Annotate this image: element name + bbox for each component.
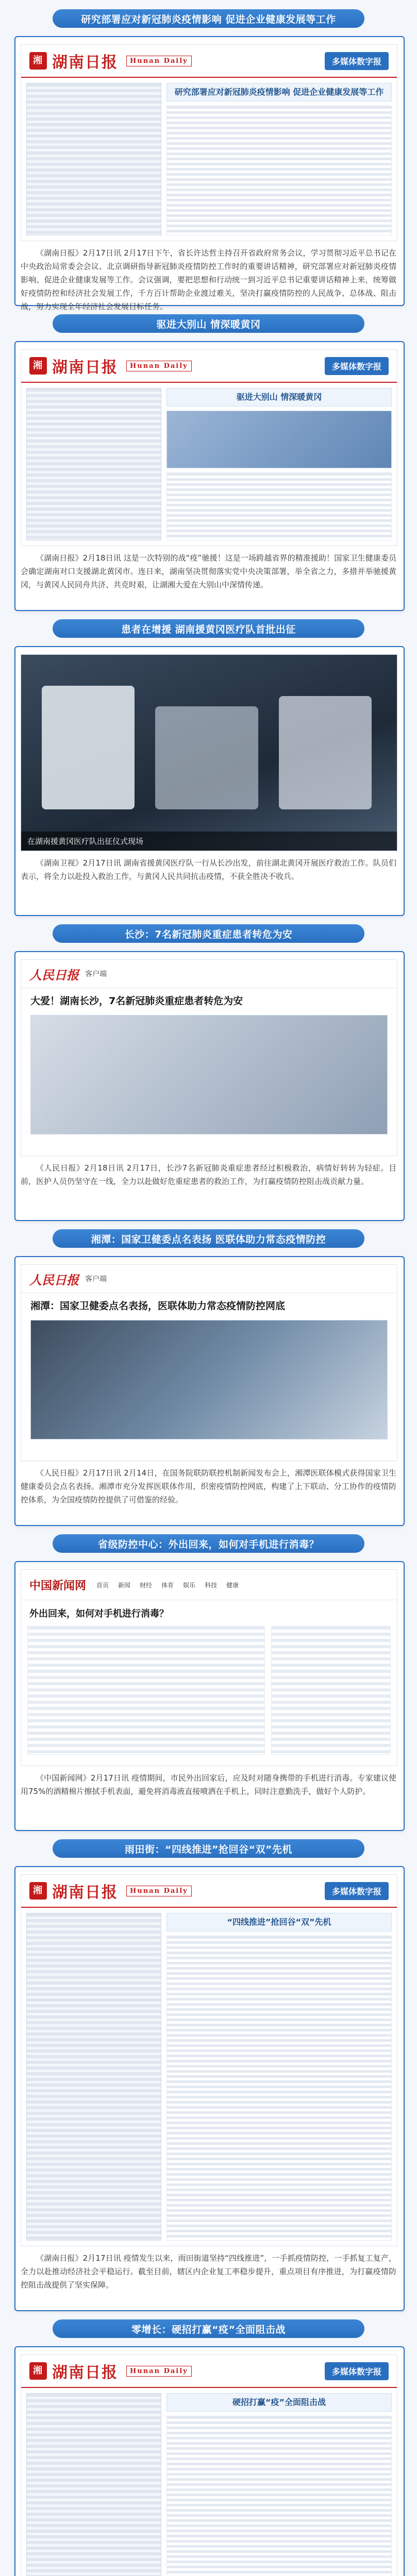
news-title[interactable]: 大爱！湖南长沙，7名新冠肺炎重症患者转危为安 — [30, 995, 243, 1007]
newspaper-logo-badge: 湘 — [29, 1882, 47, 1900]
section-banner: 雨田街：“四线推进”抢回谷“双”先机 — [53, 1839, 364, 1858]
news-photo[interactable] — [30, 1320, 388, 1439]
newspaper-page — [21, 2354, 397, 2576]
edition-tag[interactable]: 多媒体数字报 — [325, 1882, 389, 1900]
newspaper-logo-badge: 湘 — [29, 357, 47, 375]
newspaper-logo — [29, 49, 192, 72]
newspaper-body — [21, 2388, 397, 2576]
article-headline[interactable]: 驱进大别山 情深暖黄冈 — [166, 388, 392, 406]
page-thumbnail[interactable] — [26, 2393, 161, 2576]
site-article-column — [27, 1626, 265, 1755]
nav-item[interactable]: 娱乐 — [183, 1581, 196, 1589]
app-screen — [21, 959, 397, 1156]
section-banner: 零增长：硬招打赢“疫”全面阻击战 — [53, 2319, 364, 2338]
article-headline[interactable]: “四线推进”抢回谷“双”先机 — [166, 1913, 392, 1931]
newspaper-body — [21, 78, 397, 241]
article-paragraph: 《湖南日报》2月17日讯 疫情发生以来，雨田街道坚持“四线推进”，一手抓疫情防控，一手抓复工复产，全力以赴推动经济社会平稳运行。截至目前，辖区内企业复工率稳步提升，重点项目有序推进，为打赢疫情防控阻击战提供了坚实保障。 — [21, 2253, 396, 2290]
section-banner: 驱进大别山 情深暖黄冈 — [53, 314, 364, 333]
newspaper-logo-text: 湖南日报 — [52, 2364, 118, 2382]
nav-item[interactable]: 科技 — [205, 1581, 218, 1589]
site-headline[interactable]: 外出回来，如何对手机进行消毒？ — [29, 1608, 169, 1619]
nav-item[interactable]: 健康 — [226, 1581, 239, 1589]
newspaper-header — [21, 2355, 397, 2388]
newspaper-body — [21, 383, 397, 546]
app-screen — [21, 1264, 397, 1461]
article-column — [166, 83, 392, 235]
article-text-block — [166, 472, 392, 540]
newspaper-logo — [29, 354, 192, 377]
newspaper-logo-text: 湖南日报 — [52, 1884, 118, 1902]
article-paragraph: 《湖南日报》2月18日讯 这是一次特别的战“疫”驰援！这是一场跨越省界的精准援助！国家卫生健康委员会确定湖南对口支援湖北黄冈市。连日来，湖南坚决贯彻落实党中央决策部署，举全省之力，多措并举驰援黄冈，与黄冈人民同舟共济、共克时艰，让湖湘大爱在大别山中深情传递。 — [21, 553, 396, 589]
newspaper-page — [21, 1874, 397, 2246]
newspaper-page — [21, 349, 397, 546]
nav-item[interactable]: 首页 — [96, 1581, 109, 1589]
nav-item[interactable]: 体育 — [161, 1581, 174, 1589]
page-thumbnail[interactable] — [26, 83, 161, 235]
newspaper-logo-text: 湖南日报 — [52, 54, 118, 72]
medic-figure — [279, 696, 372, 809]
article-paragraph: 《人民日报》2月18日讯 2月17日，长沙7名新冠肺炎重症患者经过积极救治，病情好转转为轻症。目前，医护人员仍坚守在一线，全力以赴做好危重症患者的救治工作，为打赢疫情防控阻击战贡献力量。 — [21, 1163, 396, 1186]
newspaper-body — [21, 1908, 397, 2246]
newspaper-sub: Hunan Daily — [126, 1886, 192, 1896]
edition-tag[interactable]: 多媒体数字报 — [325, 357, 389, 375]
video-screenshot[interactable] — [21, 654, 397, 851]
app-sub: 客户端 — [85, 970, 107, 978]
nav-item[interactable]: 财经 — [140, 1581, 153, 1589]
article-headline[interactable]: 研究部署应对新冠肺炎疫情影响 促进企业健康发展等工作 — [166, 83, 392, 101]
news-photo[interactable] — [30, 1015, 388, 1134]
article-paragraph: 《湖南卫视》2月17日讯 湖南省援黄冈医疗队一行从长沙出发，前往湖北黄冈开展医疗救治工作。队员们表示，将全力以赴投入救治工作，与黄冈人民共同抗击疫情，不获全胜决不收兵。 — [21, 858, 396, 881]
site-body — [21, 1620, 397, 1761]
newspaper-logo — [29, 1879, 192, 1902]
website-screen — [21, 1569, 397, 1766]
section-banner: 湘潭：国家卫健委点名表扬 医联体助力常态疫情防控 — [53, 1229, 364, 1248]
site-sidebar — [271, 1626, 391, 1755]
photo-caption: 在湖南援黄冈医疗队出征仪式现场 — [21, 832, 397, 851]
newspaper-sub: Hunan Daily — [126, 56, 192, 66]
news-title[interactable]: 湘潭：国家卫健委点名表扬，医联体助力常态疫情防控网底 — [30, 1300, 286, 1312]
newspaper-logo-badge: 湘 — [29, 52, 47, 70]
app-logo: 人民日报 — [29, 967, 79, 982]
newspaper-logo-text: 湖南日报 — [52, 359, 118, 377]
section-banner: 省级防控中心：外出回来，如何对手机进行消毒？ — [53, 1534, 364, 1553]
article-text-block — [166, 106, 392, 235]
newspaper-sub: Hunan Daily — [126, 361, 192, 371]
site-logo: 中国新闻网 — [29, 1579, 87, 1592]
article-column — [166, 2393, 392, 2576]
site-nav — [94, 1580, 241, 1590]
article-paragraph: 《中国新闻网》2月17日讯 疫情期间，市民外出回家后，应及时对随身携带的手机进行消毒。专家建议使用75%的酒精棉片擦拭手机表面，避免将消毒液直接喷洒在手机上，同时注意勤洗手，做好个人防护。 — [21, 1773, 396, 1796]
article-text-block — [166, 2416, 392, 2576]
site-header — [21, 1570, 397, 1600]
newspaper-logo — [29, 2360, 192, 2382]
edition-tag[interactable]: 多媒体数字报 — [325, 2362, 389, 2380]
app-header — [21, 1265, 397, 1293]
nav-item[interactable]: 新闻 — [118, 1581, 131, 1589]
app-sub: 客户端 — [85, 1275, 107, 1283]
article-photo — [166, 411, 392, 468]
article-paragraph: 《湖南日报》2月17日讯 2月17日下午，省长许达哲主持召开省政府常务会议，学习贯彻习近平总书记在中央政治局常委会会议、北京调研指导新冠肺炎疫情防控工作时的重要讲话精神，研究部署应对新冠肺炎疫情影响、促进企业健康发展等工作。会议强调，要把思想和行动统一到习近平总书记重要讲话精神上来，统筹做好疫情防控和经济社会发展工作，千方百计帮助企业渡过难关，坚决打赢疫情防控的人民战争、总体战、阻击战，努力实现全年经济社会发展目标任务。 — [21, 248, 396, 311]
app-logo: 人民日报 — [29, 1272, 79, 1287]
newspaper-logo-badge: 湘 — [29, 2362, 47, 2380]
medic-figure — [42, 686, 135, 809]
newspaper-header — [21, 45, 397, 78]
article-column — [166, 1913, 392, 2241]
section-banner: 长沙：7名新冠肺炎重症患者转危为安 — [53, 924, 364, 943]
newspaper-header — [21, 350, 397, 383]
edition-tag[interactable]: 多媒体数字报 — [325, 52, 389, 70]
newspaper-page — [21, 44, 397, 241]
article-headline[interactable]: 硬招打赢“疫”全面阻击战 — [166, 2393, 392, 2412]
newspaper-header — [21, 1875, 397, 1908]
newspaper-sub: Hunan Daily — [126, 2366, 192, 2377]
section-banner: 患者在增援 湖南援黄冈医疗队首批出征 — [53, 619, 364, 638]
article-text-block — [166, 1936, 392, 2241]
article-paragraph: 《人民日报》2月17日讯 2月14日，在国务院联防联控机制新闻发布会上，湘潭医联体模式获得国家卫生健康委员会点名表扬。湘潭市充分发挥医联体作用，织密疫情防控网底，构建了上下联动、分工协作的疫情防控体系，为全国疫情防控提供了可借鉴的经验。 — [21, 1468, 396, 1504]
article-column — [166, 388, 392, 540]
section-banner: 研究部署应对新冠肺炎疫情影响 促进企业健康发展等工作 — [53, 9, 364, 28]
app-header — [21, 960, 397, 988]
medic-figure — [155, 706, 258, 809]
page-thumbnail[interactable] — [26, 388, 161, 540]
page-thumbnail[interactable] — [26, 1913, 161, 2241]
